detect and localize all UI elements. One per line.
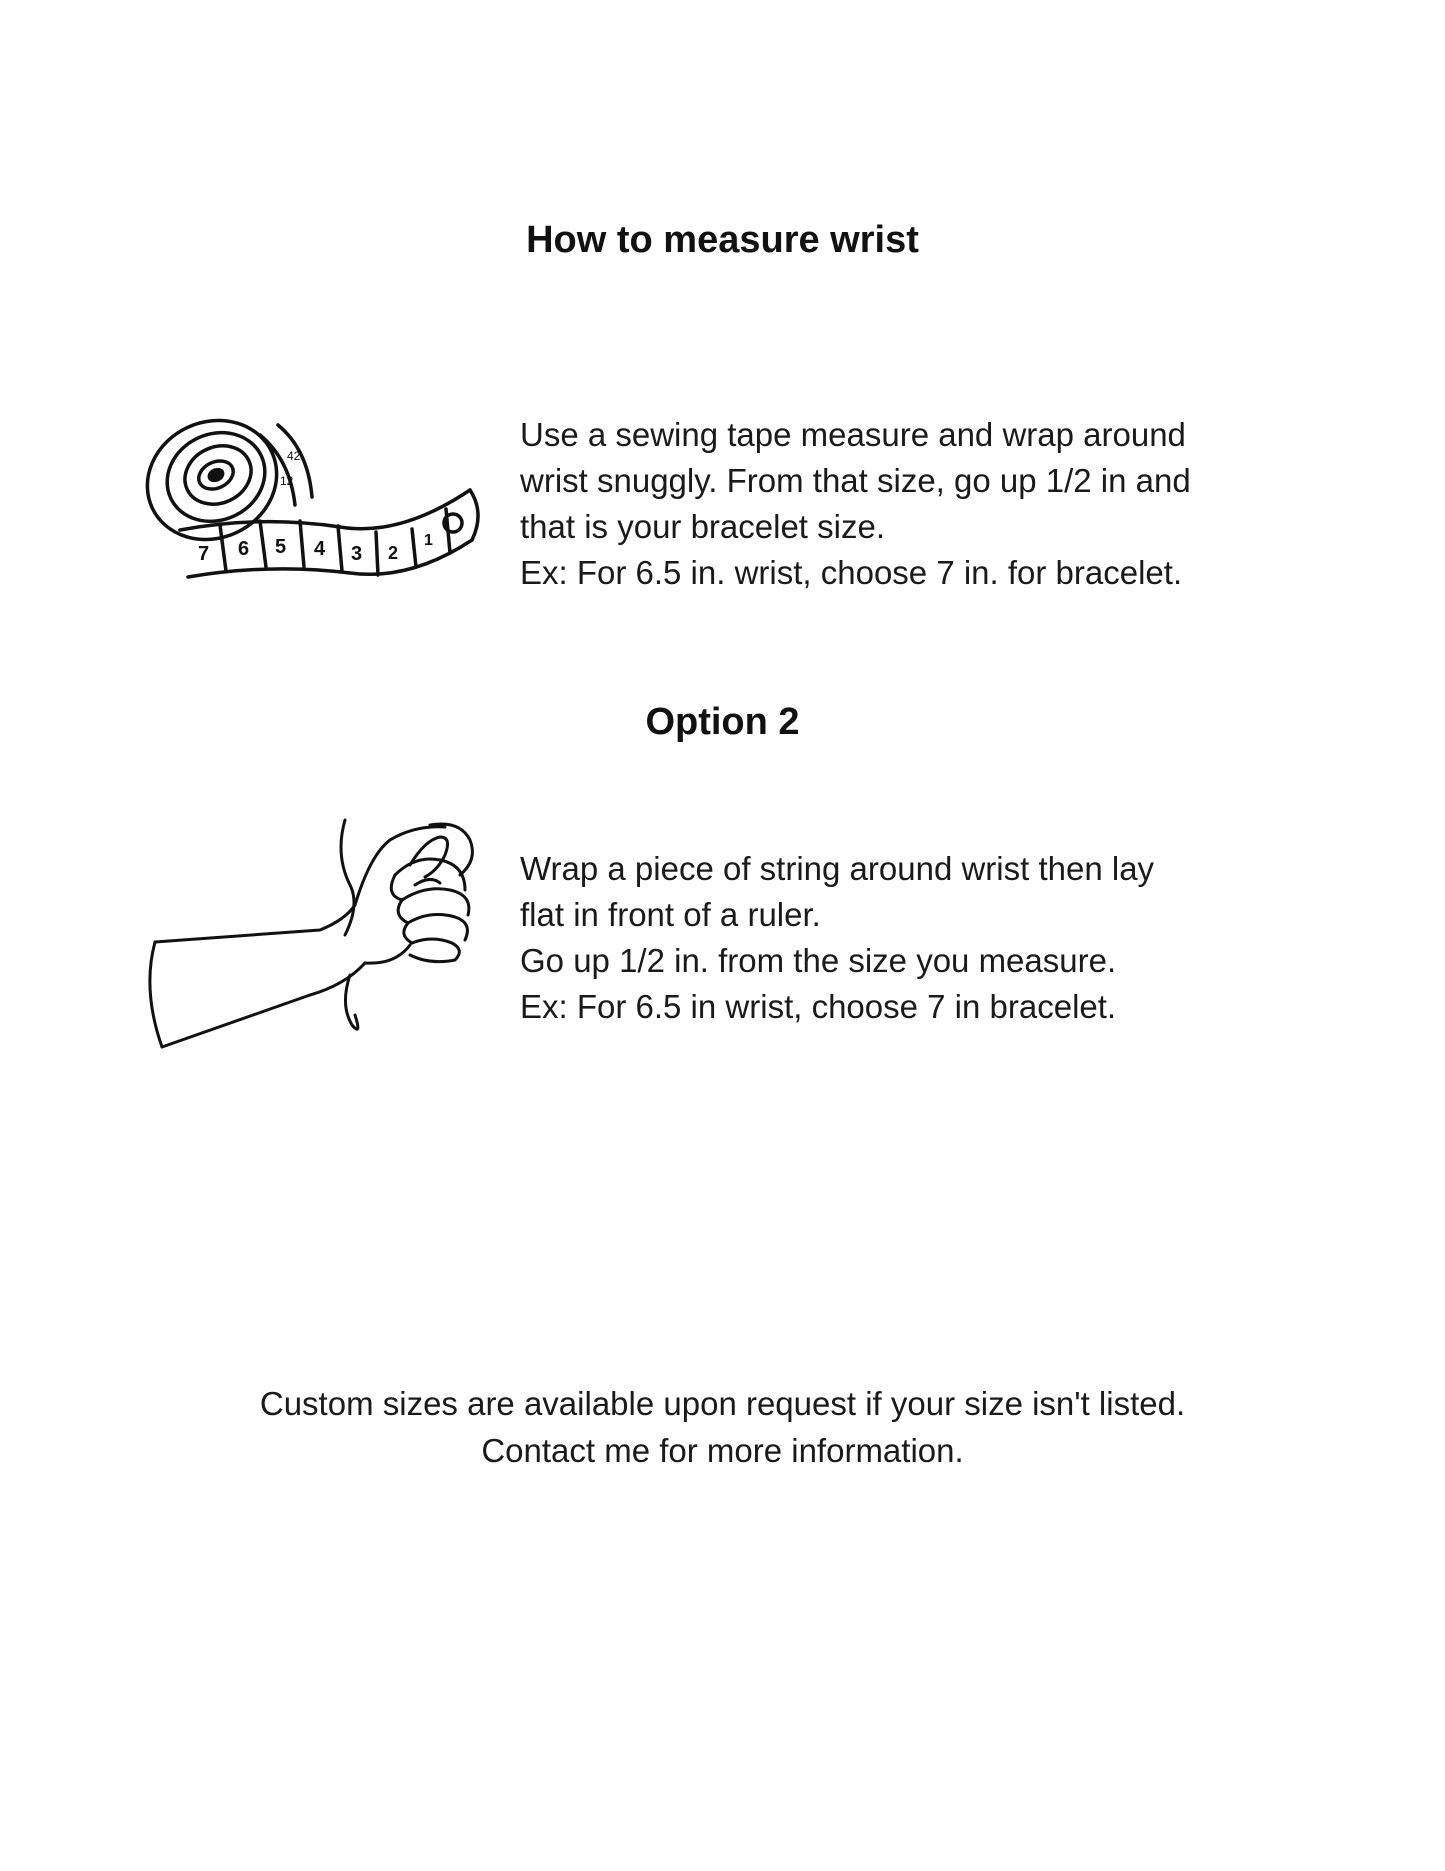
instruction-line: Go up 1/2 in. from the size you measure. bbox=[520, 942, 1117, 979]
tape-measure-icon bbox=[140, 405, 485, 590]
footer-line: Contact me for more information. bbox=[481, 1432, 964, 1469]
custom-size-note bbox=[0, 1380, 1445, 1474]
instruction-line: Wrap a piece of string around wrist then lay bbox=[520, 850, 1155, 887]
option-2-title: Option 2 bbox=[645, 701, 800, 743]
instruction-line: flat in front of a ruler. bbox=[520, 896, 821, 933]
tape-number: 42 bbox=[287, 449, 301, 463]
instruction-line: wrist snuggly. From that size, go up 1/2 in and bbox=[520, 462, 1191, 499]
footer-line: Custom sizes are available upon request if your size isn't listed. bbox=[259, 1385, 1186, 1422]
instruction-line: Ex: For 6.5 in. wrist, choose 7 in. for bracelet. bbox=[520, 554, 1183, 591]
tape-number: 5 bbox=[275, 536, 287, 558]
instruction-line: Use a sewing tape measure and wrap around bbox=[520, 416, 1186, 453]
tape-number: 1 bbox=[424, 532, 433, 549]
hand-wrist-icon bbox=[140, 815, 495, 1060]
tape-number: 4 bbox=[314, 538, 326, 560]
tape-number: 2 bbox=[388, 543, 399, 563]
page-title: How to measure wrist bbox=[526, 219, 919, 261]
instruction-line: Ex: For 6.5 in wrist, choose 7 in bracelet. bbox=[520, 988, 1117, 1025]
tape-number: 3 bbox=[351, 543, 363, 565]
tape-number: 12 bbox=[280, 474, 294, 488]
tape-number: 6 bbox=[238, 538, 250, 560]
tape-number: 7 bbox=[198, 543, 210, 565]
string-instructions bbox=[520, 846, 1350, 1030]
instruction-line: that is your bracelet size. bbox=[520, 508, 885, 545]
tape-instructions bbox=[520, 412, 1350, 596]
